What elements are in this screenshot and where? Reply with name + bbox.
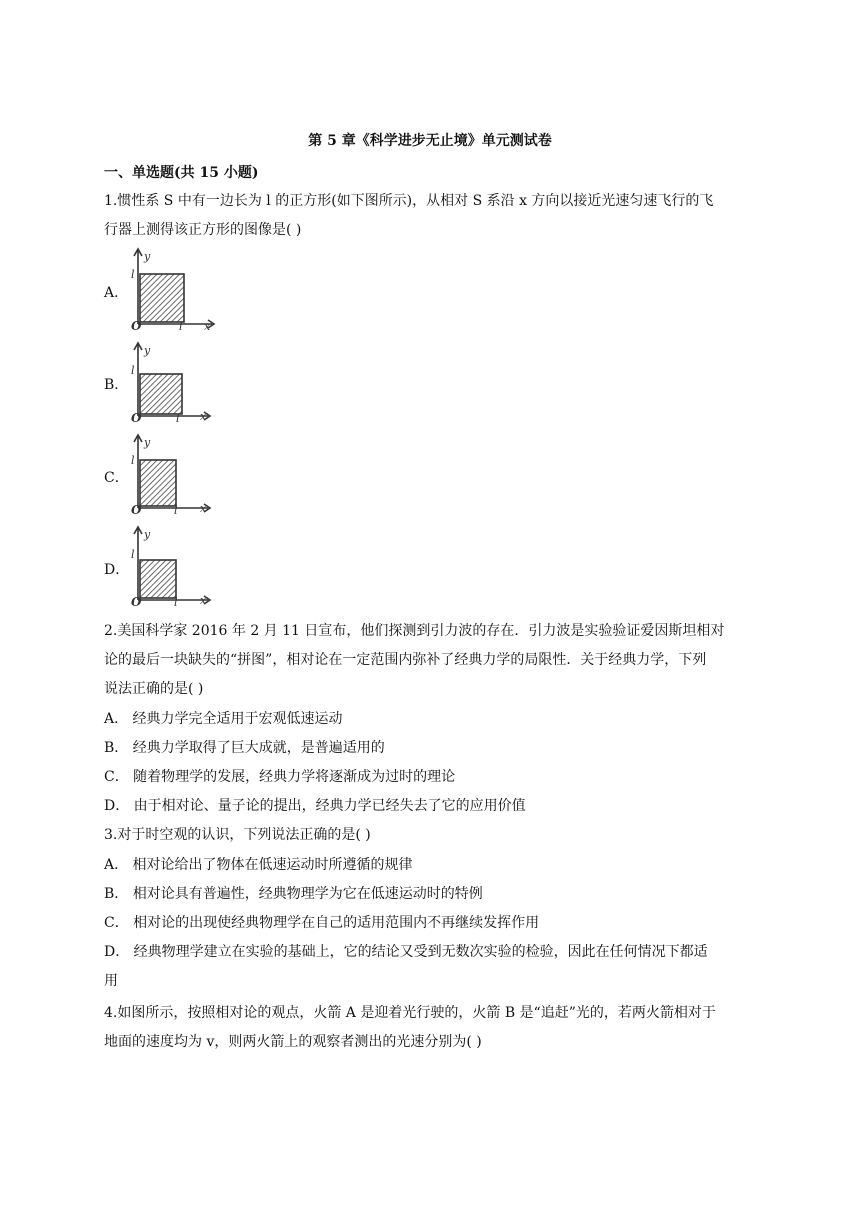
q1-option-b-label: B．	[104, 377, 129, 393]
q3-option-b: B． 相对论具有普遍性，经典物理学为它在低速运动时的特例	[104, 886, 483, 902]
q1-d-x-label: x	[200, 594, 207, 607]
q1-d-origin-label: O	[131, 595, 142, 609]
q3-option-c: C． 相对论的出现使经典物理学在自己的适用范围内不再继续发挥作用	[104, 915, 540, 931]
q1-c-l-tick: l	[174, 504, 178, 517]
q1-c-y-label: y	[144, 436, 151, 449]
q1-b-x-label: x	[200, 410, 207, 423]
q2-line-2: 论的最后一块缺失的“拼图”，相对论在一定范围内弥补了经典力学的局限性．关于经典力学，下列	[104, 652, 707, 668]
q1-b-l-tick: l	[176, 412, 180, 425]
q4-line-1: 4.如图所示，按照相对论的观点，火箭 A 是迎着光行驶的，火箭 B 是“追赶”光的，若两火箭相对于	[104, 1005, 716, 1021]
q2-option-d: D． 由于相对论、量子论的提出，经典力学已经失去了它的应用价值	[104, 798, 526, 814]
q2-option-a: A． 经典力学完全适用于宏观低速运动	[104, 711, 343, 727]
q1-line-2: 行器上测得该正方形的图像是( )	[104, 222, 302, 238]
q1-c-l-label: l	[131, 454, 135, 467]
q2-option-b: B． 经典力学取得了巨大成就，是普遍适用的	[104, 740, 385, 756]
q2-line-1: 2.美国科学家 2016 年 2 月 11 日宣布，他们探测到引力波的存在．引力波是实验验证爱因斯坦相对	[104, 623, 725, 639]
q1-a-l-tick: l	[179, 320, 183, 332]
q1-b-y-label: y	[144, 344, 151, 357]
q1-a-origin-label: O	[131, 319, 142, 332]
q2-option-c: C． 随着物理学的发展，经典力学将逐渐成为过时的理论	[104, 769, 456, 785]
q1-option-a-label: A．	[104, 285, 129, 301]
q1-d-y-label: y	[144, 528, 151, 541]
q1-option-b-figure	[128, 340, 220, 426]
q1-a-y-label: y	[144, 250, 151, 263]
q2-line-3: 说法正确的是( )	[104, 681, 204, 697]
q1-b-l-label: l	[131, 364, 135, 377]
q1-d-l-tick: l	[174, 596, 178, 609]
q1-option-c-figure	[128, 432, 220, 518]
q1-option-d-label: D．	[104, 562, 130, 578]
q4-line-2: 地面的速度均为 v，则两火箭上的观察者测出的光速分别为( )	[104, 1034, 482, 1050]
section-heading: 一、单选题(共 15 小题)	[104, 165, 259, 181]
q1-b-origin-label: O	[131, 411, 142, 425]
q1-option-a-figure	[128, 246, 220, 332]
q1-c-origin-label: O	[131, 503, 142, 517]
q1-line-1: 1.惯性系 S 中有一边长为 l 的正方形(如下图所示)，从相对 S 系沿 x 方向以接近光速匀速飞行的飞	[104, 193, 714, 209]
q3-option-d-line-1: D． 经典物理学建立在实验的基础上，它的结论又受到无数次实验的检验，因此在任何情况下都适	[104, 944, 708, 960]
q3-option-a: A． 相对论给出了物体在低速运动时所遵循的规律	[104, 857, 413, 873]
page-title: 第 5 章《科学进步无止境》单元测试卷	[308, 133, 552, 149]
q1-c-x-label: x	[200, 502, 207, 515]
q1-option-d-figure	[128, 524, 220, 610]
q1-option-c-label: C．	[104, 470, 129, 486]
q1-a-l-label: l	[131, 268, 135, 281]
q3-option-d-line-2: 用	[104, 973, 118, 989]
q3-line-1: 3.对于时空观的认识，下列说法正确的是( )	[104, 827, 371, 843]
q1-a-x-label: x	[204, 320, 211, 332]
q1-d-l-label: l	[131, 548, 135, 561]
